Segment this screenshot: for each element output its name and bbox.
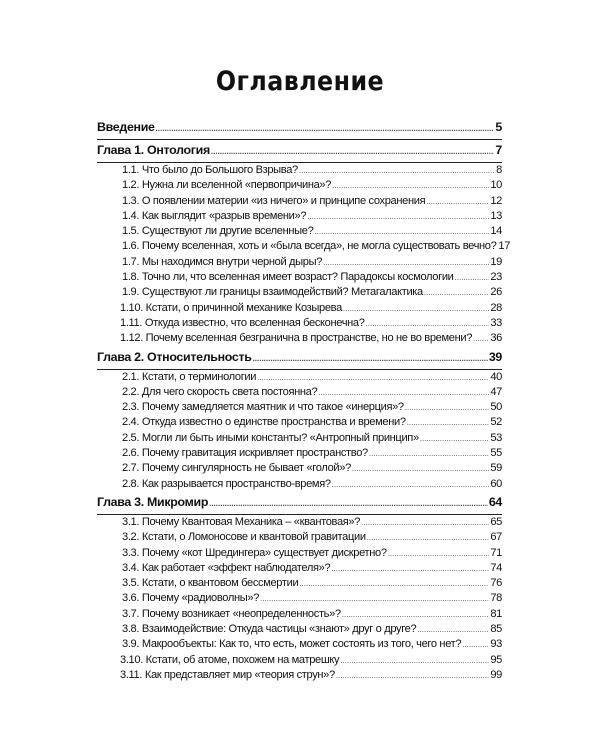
- section-title: 2.1. Кстати, о терминологии: [122, 370, 257, 383]
- page-number: 99: [490, 668, 502, 681]
- toc-section-row: [97, 331, 502, 346]
- page-number: 78: [490, 592, 502, 605]
- page-number: 26: [490, 286, 502, 299]
- toc-section-row: [97, 316, 502, 331]
- toc-section-row: [97, 285, 502, 300]
- dot-leader: [405, 400, 490, 415]
- page-number: 8: [496, 164, 502, 176]
- page-number: 23: [490, 271, 502, 284]
- toc-section-row: [97, 591, 502, 606]
- section-title: 1.8. Точно ли, что вселенная имеет возраст? Парадоксы космологии: [122, 271, 454, 284]
- toc-section-row: [97, 668, 502, 683]
- section-title: 2.2. Для чего скорость света постоянна?: [122, 385, 318, 398]
- dot-leader: [361, 515, 489, 530]
- page-number: 10: [490, 179, 502, 192]
- page-number: 64: [488, 494, 502, 509]
- section-title: 3.11. Как представляет мир «теория струн»?: [120, 668, 335, 681]
- page-number: 14: [490, 225, 502, 238]
- page-number: 59: [490, 462, 502, 475]
- toc-chapter-row: [97, 117, 502, 140]
- page-number: 53: [490, 431, 502, 444]
- section-title: 2.5. Могли ли быть иными константы? «Антропный принцип»: [122, 431, 419, 444]
- page-number: 95: [490, 653, 502, 666]
- toc-section-row: [97, 561, 502, 576]
- dot-leader: [253, 349, 488, 369]
- dot-leader: [366, 316, 490, 331]
- page-number: 5: [495, 120, 502, 134]
- section-title: 1.10. Кстати, о причинной механике Козырева: [120, 301, 342, 314]
- dot-leader: [318, 385, 489, 400]
- page-number: 28: [490, 301, 502, 314]
- dot-leader: [332, 477, 490, 492]
- page-title: Оглавление: [215, 66, 385, 97]
- dot-leader: [209, 494, 488, 514]
- toc-section-row: [97, 653, 502, 668]
- toc-section-row: [97, 477, 502, 492]
- dot-leader: [424, 285, 489, 300]
- section-title: 2.4. Откуда известно о единстве пространства и времени?: [122, 416, 406, 429]
- dot-leader: [211, 142, 495, 162]
- section-title: 1.1. Что было до Большого Взрыва?: [122, 164, 298, 176]
- dot-leader: [343, 301, 489, 316]
- dot-leader: [307, 209, 489, 224]
- dot-leader: [342, 607, 490, 622]
- section-title: 3.1. Почему Квантовая Механика – «квантовая»?: [122, 515, 361, 528]
- toc-section-row: [97, 637, 502, 652]
- toc-section-row: [97, 576, 502, 591]
- page-number: 76: [490, 577, 502, 590]
- dot-leader: [352, 461, 489, 476]
- page-number: 93: [490, 638, 502, 651]
- dot-leader: [473, 331, 489, 346]
- page-number: 85: [490, 623, 502, 636]
- toc-section-row: [97, 224, 502, 239]
- dot-leader: [299, 163, 495, 178]
- chapter-title: Глава 2. Относительность: [97, 349, 252, 364]
- page-number: 39: [488, 349, 502, 364]
- page-number: 55: [490, 447, 502, 460]
- section-title: 3.8. Взаимодействие: Откуда частицы «знают» друг о друге?: [122, 623, 417, 636]
- dot-leader: [426, 194, 489, 209]
- dot-leader: [156, 119, 495, 139]
- page-number: 71: [490, 546, 502, 559]
- dot-leader: [462, 637, 489, 652]
- toc-section-row: [97, 431, 502, 446]
- toc-section-row: [97, 622, 502, 637]
- page-number: 47: [490, 385, 502, 398]
- dot-leader: [420, 431, 490, 446]
- page-number: 65: [490, 515, 502, 528]
- section-title: 3.9. Макрообъекты: Как то, что есть, может состоять из того, чего нет?: [122, 638, 462, 651]
- page-number: 7: [495, 143, 502, 157]
- chapter-title: Введение: [97, 120, 155, 134]
- toc-chapter-row: [97, 140, 502, 163]
- chapter-title: Глава 3. Микромир: [97, 494, 209, 509]
- section-title: 1.11. Откуда известно, что вселенная бесконечна?: [120, 316, 365, 329]
- toc-section-row: [97, 239, 511, 254]
- toc-section-row: [97, 270, 502, 285]
- dot-leader: [299, 576, 489, 591]
- dot-leader: [455, 270, 490, 285]
- dot-leader: [314, 224, 489, 239]
- dot-leader: [331, 561, 489, 576]
- dot-leader: [388, 546, 490, 561]
- toc-section-row: [97, 400, 502, 415]
- section-title: 3.5. Кстати, о квантовом бессмертии: [122, 577, 299, 590]
- page-number: 74: [490, 561, 502, 574]
- toc-section-row: [97, 415, 502, 430]
- dot-leader: [367, 530, 490, 545]
- section-title: 1.6. Почему вселенная, хоть и «была всегда», не могла существовать вечно?: [122, 240, 497, 253]
- toc-section-row: [97, 530, 502, 545]
- toc-section-row: [97, 163, 502, 178]
- toc-section-row: [97, 546, 502, 561]
- page-number: 50: [490, 401, 502, 414]
- section-title: 1.7. Мы находимся внутри черной дыры?: [122, 255, 323, 268]
- page-number: 81: [490, 607, 502, 620]
- page-number: 33: [490, 316, 502, 329]
- toc-section-row: [97, 385, 502, 400]
- section-title: 3.10. Кстати, об атоме, похожем на матрешку: [120, 653, 340, 666]
- dot-leader: [257, 370, 489, 385]
- section-title: 1.4. Как выглядит «разрыв времени»?: [122, 209, 307, 222]
- toc-section-row: [97, 461, 502, 476]
- section-title: 1.12. Почему вселенная безгранична в пространстве, но не во времени?: [120, 332, 473, 345]
- page-number: 40: [490, 370, 502, 383]
- section-title: 2.8. Как разрывается пространство-время?: [122, 477, 331, 490]
- section-title: 3.7. Почему возникает «неопределенность»?: [122, 607, 341, 620]
- toc-section-row: [97, 194, 502, 209]
- dot-leader: [332, 178, 489, 193]
- dot-leader: [417, 622, 489, 637]
- section-title: 1.3. О появлении материи «из ничего» и принципе сохранения: [122, 194, 426, 207]
- section-title: 3.3. Почему «кот Шредингера» существует дискретно?: [122, 546, 387, 559]
- section-title: 2.7. Почему сингулярность не бывает «голой»?: [122, 462, 351, 475]
- section-title: 1.5. Существуют ли другие вселенные?: [122, 225, 314, 238]
- section-title: 2.6. Почему гравитация искривляет пространство?: [122, 447, 368, 460]
- chapter-title: Глава 1. Онтология: [97, 143, 210, 157]
- section-title: 3.4. Как работает «эффект наблюдателя»?: [122, 561, 331, 574]
- page-number: 19: [490, 255, 502, 268]
- toc-section-row: [97, 301, 502, 316]
- section-title: 3.2. Кстати, о Ломоносове и квантовой гравитации: [122, 531, 366, 544]
- section-title: 2.3. Почему замедляется маятник и что такое «инерция»?: [122, 401, 404, 414]
- dot-leader: [340, 653, 489, 668]
- dot-leader: [260, 591, 489, 606]
- toc-section-row: [97, 255, 502, 270]
- page-number: 12: [490, 194, 502, 207]
- toc-section-row: [97, 209, 502, 224]
- section-title: 1.9. Существуют ли границы взаимодействий? Метагалактика: [122, 286, 423, 299]
- toc-section-row: [97, 178, 502, 193]
- table-of-contents: [97, 117, 511, 683]
- toc-chapter-row: [97, 347, 502, 370]
- page-number: 13: [490, 209, 502, 222]
- dot-leader: [323, 255, 489, 270]
- section-title: 3.6. Почему «радиоволны»?: [122, 592, 260, 605]
- toc-section-row: [97, 446, 502, 461]
- page-number: 36: [490, 332, 502, 345]
- page-number: 67: [490, 531, 502, 544]
- toc-section-row: [97, 607, 502, 622]
- page-number: 60: [490, 477, 502, 490]
- page-number: 52: [490, 416, 502, 429]
- dot-leader: [336, 668, 490, 683]
- toc-section-row: [97, 515, 502, 530]
- dot-leader: [407, 415, 490, 430]
- page-number: 17: [498, 240, 511, 253]
- dot-leader: [369, 446, 490, 461]
- section-title: 1.2. Нужна ли вселенной «первопричина»?: [122, 179, 332, 192]
- toc-section-row: [97, 370, 502, 385]
- toc-chapter-row: [97, 492, 502, 515]
